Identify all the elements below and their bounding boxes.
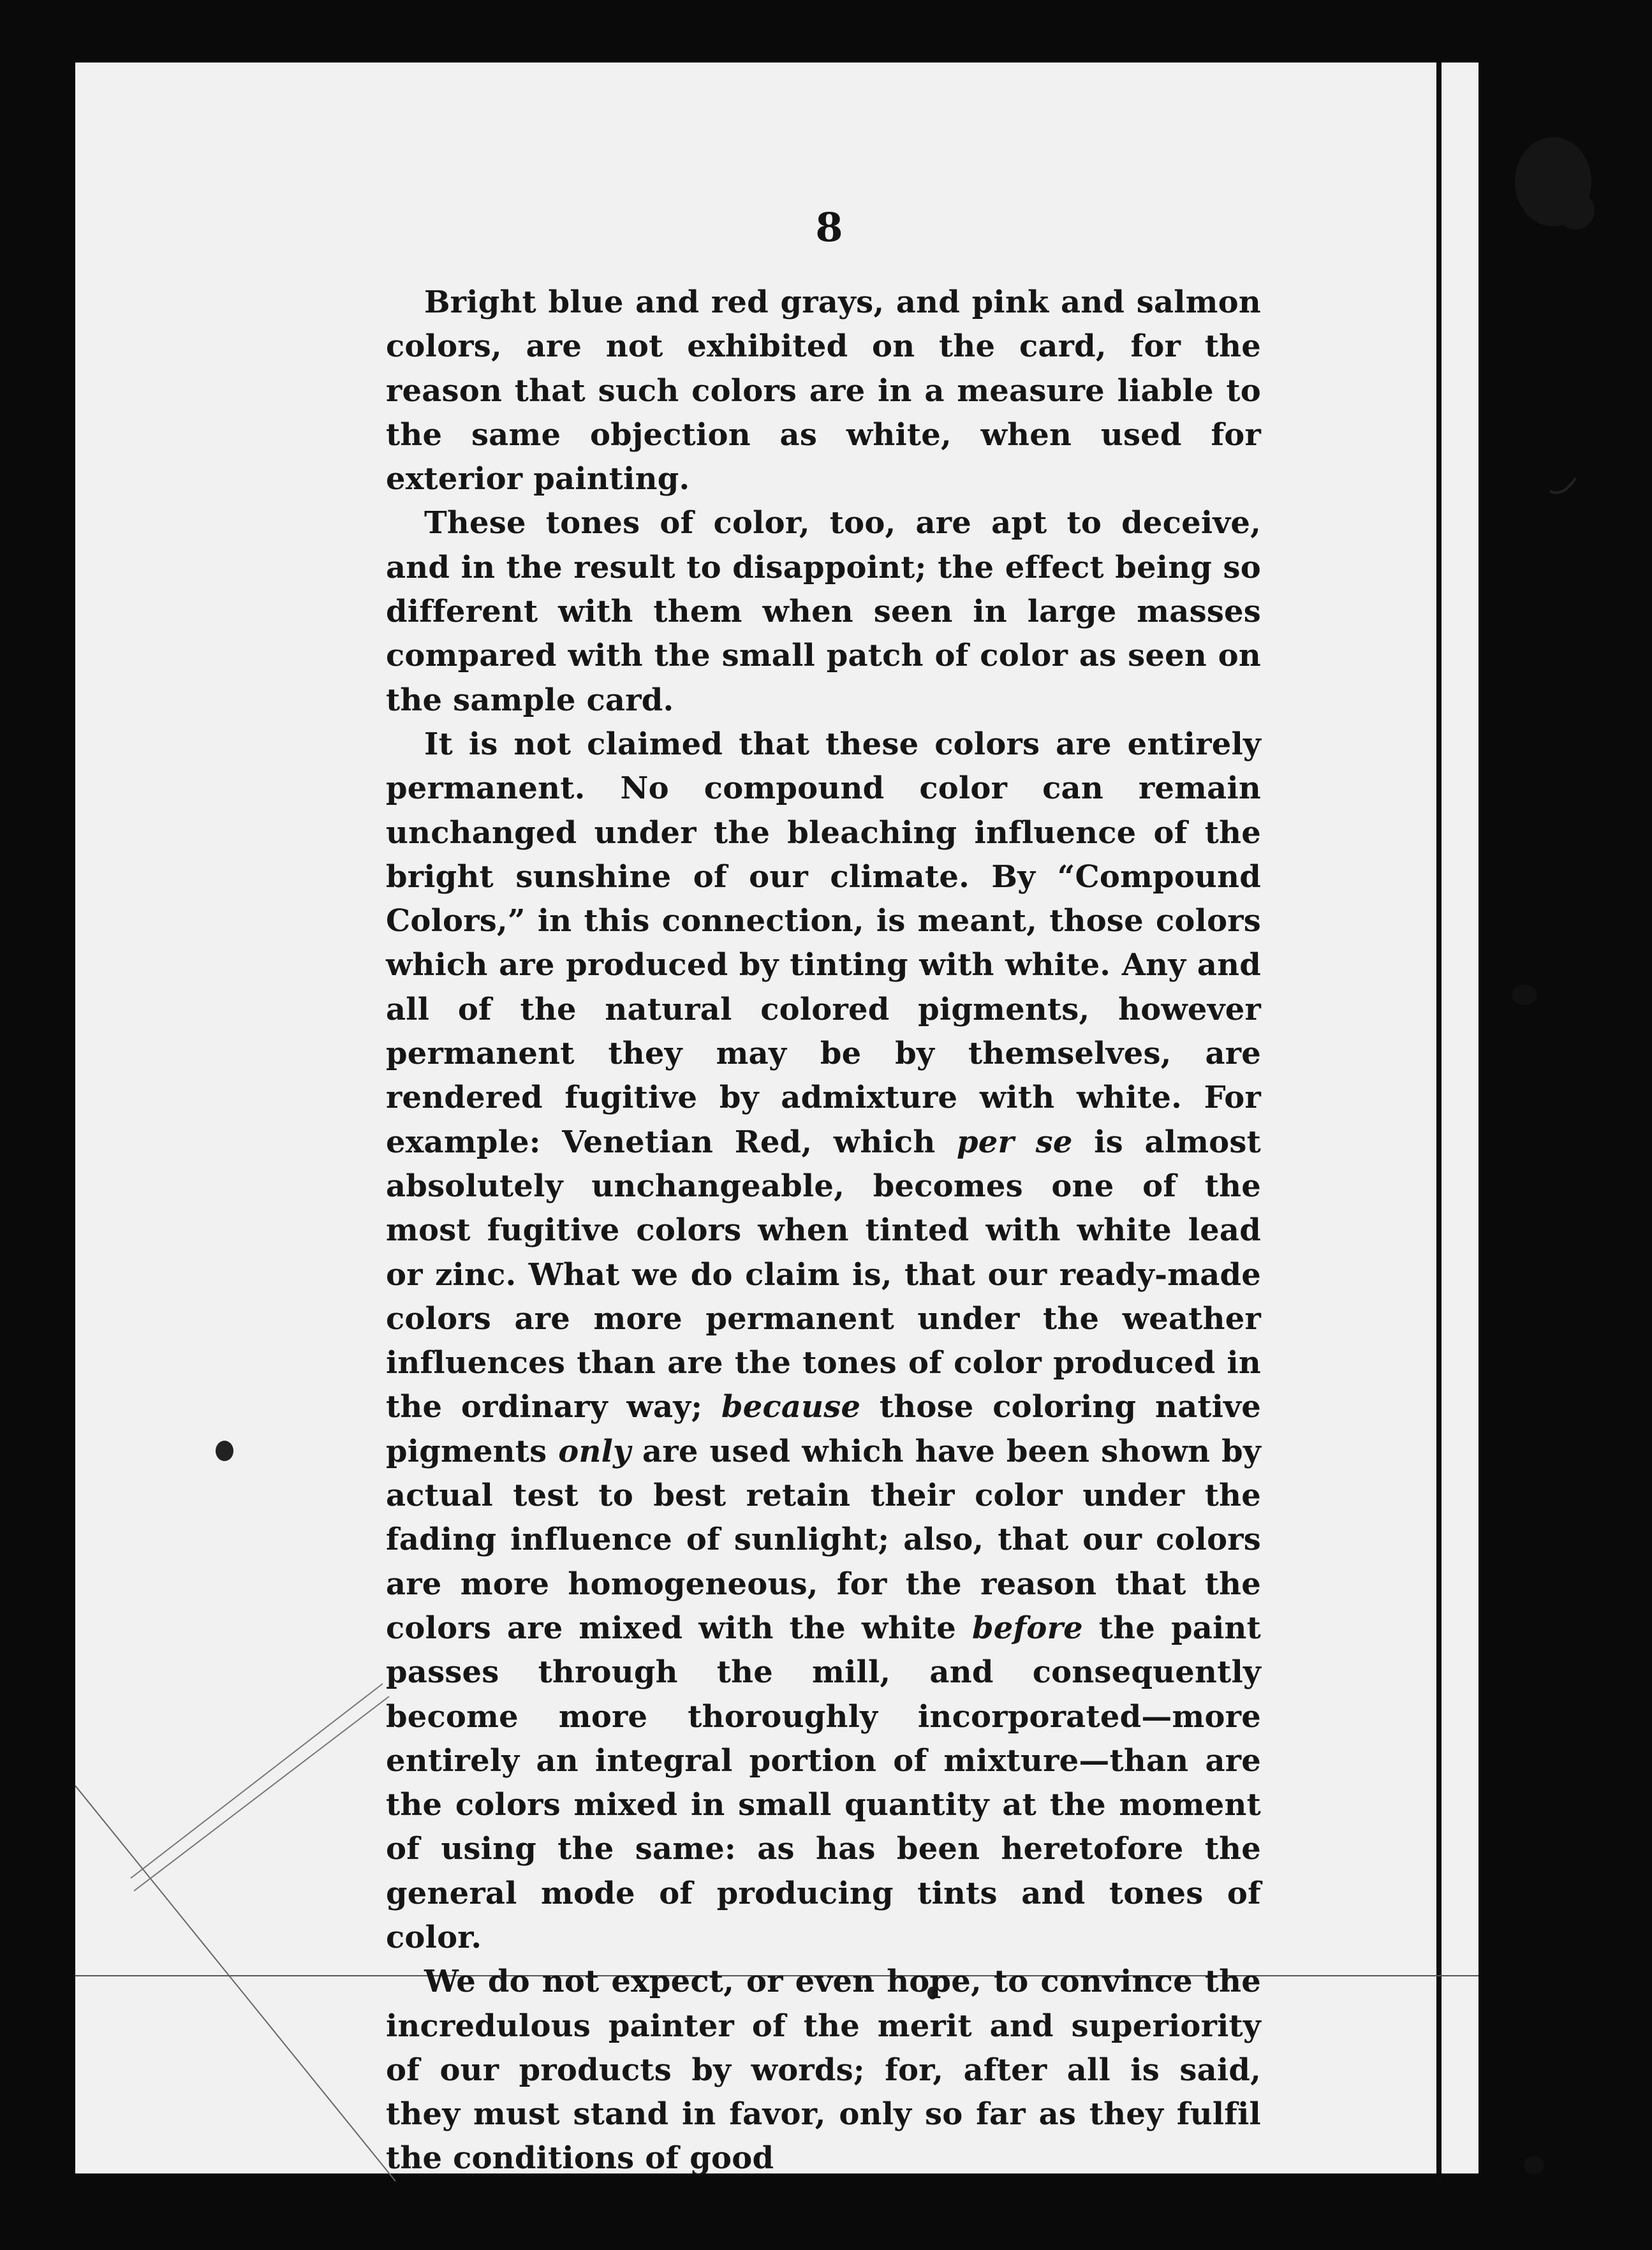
text-run: is almost absolutely unchangeable, becomes one of the most fugitive colors when tinted with white lead or zinc. What we do claim is, that our ready-made colors are more permanent under the weather influences than are the tones of color produced in the ordinary way; bbox=[386, 1124, 1261, 1425]
ink-blot bbox=[1512, 985, 1537, 1005]
paragraph bbox=[386, 281, 1261, 501]
paragraph bbox=[386, 501, 1261, 722]
text-run: are used which have been shown by actual test to best retain their color under the fading influence of sunlight; also, that our colors are more homogeneous, for the reason that the colors are mixed with the white bbox=[386, 1433, 1261, 1646]
italic-text-run: before bbox=[972, 1610, 1083, 1646]
film-scratch-line bbox=[75, 1786, 395, 2181]
page-number: 8 bbox=[815, 204, 843, 251]
text-run: It is not claimed that these colors are entirely permanent. No compound color can remain unchanged under the bleaching influence of the bright sunshine of our climate. By “Compound Colors,” in this connection, is meant, those colors which are produced by tinting with white. Any and all of the natural colored pigments, however permanent they may be by themselves, are rendered fugitive by admixture with white. For example: Venetian Red, which bbox=[386, 726, 1261, 1160]
text-run: Bright blue and red grays, and pink and salmon colors, are not exhibited on the card, for the reason that such colors are in a measure liable to the same objection as white, when used for exterior painting. bbox=[386, 284, 1261, 497]
text-run: those coloring native pigments bbox=[386, 1389, 1262, 1469]
film-scratch-line bbox=[134, 1696, 389, 1891]
body-text bbox=[386, 281, 1261, 2181]
ink-blot bbox=[1524, 2156, 1544, 2174]
paragraph bbox=[386, 1960, 1261, 2180]
italic-text-run: only bbox=[558, 1433, 631, 1469]
text-run: We do not expect, or even hope, to convince the incredulous painter of the merit and superiority of our products by words; for, after all is said, they must stand in favor, only so far as they fulfil the conditions of good bbox=[386, 1964, 1261, 2177]
ink-blot bbox=[216, 1441, 233, 1461]
pen-mark bbox=[1550, 478, 1575, 493]
page-gutter-line bbox=[1436, 62, 1442, 2186]
film-scratch-line bbox=[131, 1684, 383, 1878]
italic-text-run: per se bbox=[957, 1124, 1073, 1160]
text-run: These tones of color, too, are apt to deceive, and in the result to disappoint; the effect being so different with them when seen in large masses compared with the small patch of color as seen on the sample card. bbox=[386, 505, 1261, 718]
ink-blot bbox=[1556, 191, 1595, 230]
italic-text-run: because bbox=[721, 1389, 861, 1425]
paragraph bbox=[386, 723, 1261, 1960]
text-run: the paint passes through the mill, and consequently become more thoroughly incorporated—more entirely an integral portion of mixture—than are the colors mixed in small quantity at the moment of using the same: as has been heretofore the general mode of producing tints and tones of color. bbox=[386, 1610, 1262, 1955]
